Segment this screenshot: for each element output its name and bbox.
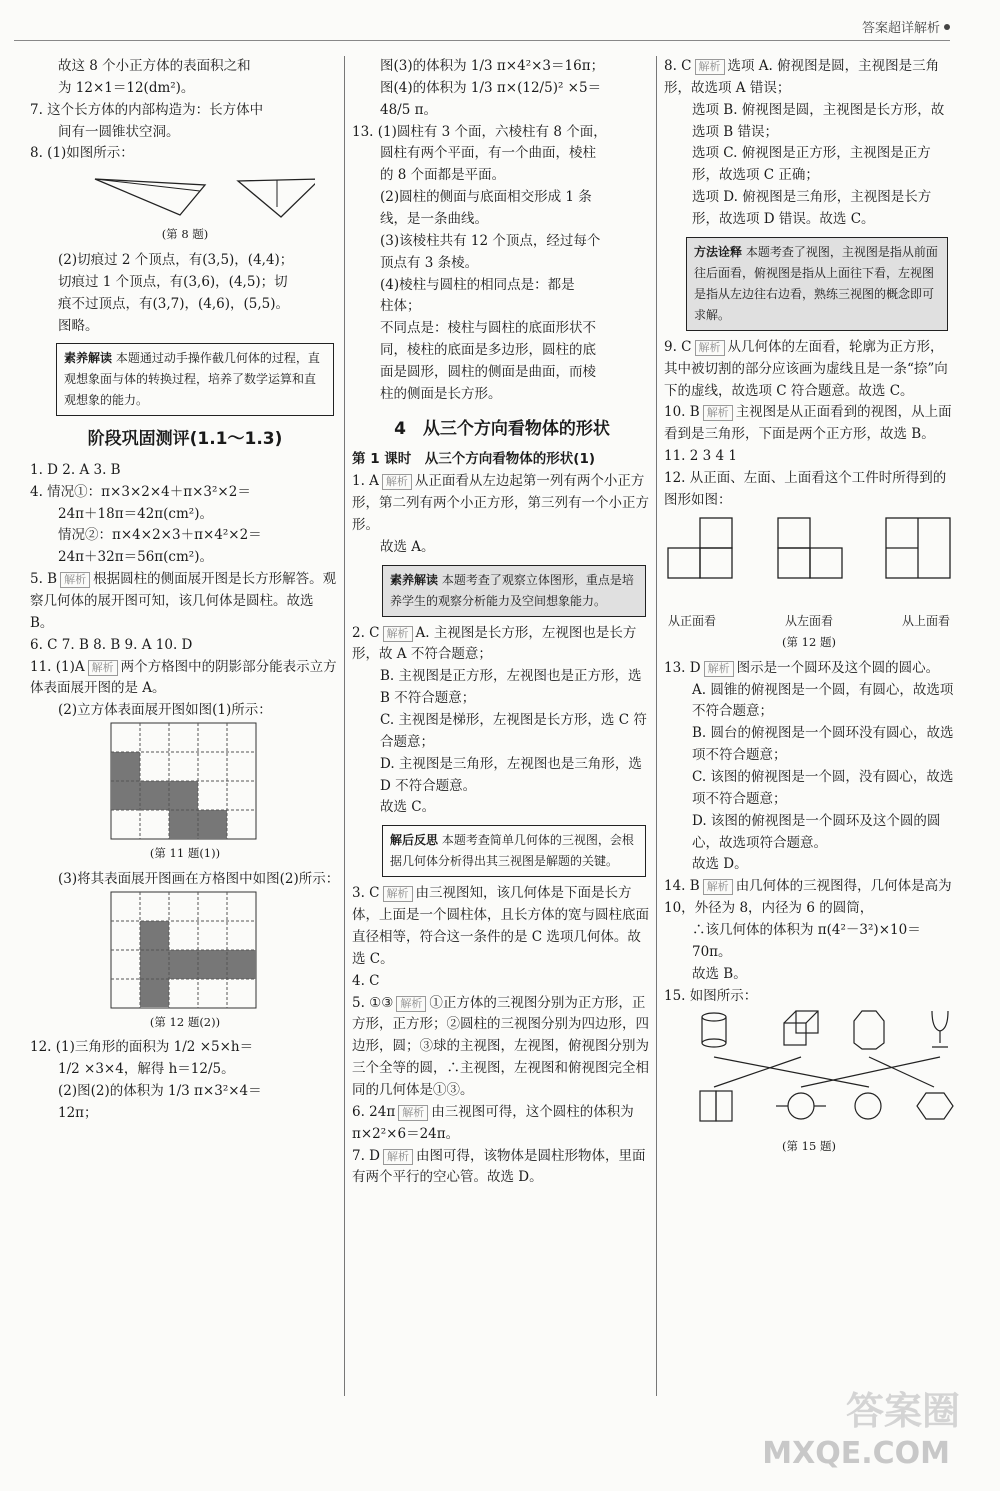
analysis-text: 由几何体的三视图得，几何体是高为 10，外径为 8，内径为 6 的圆筒， [664, 878, 952, 917]
answer-paragraph [664, 658, 954, 680]
note-box [686, 237, 948, 331]
answer-line: 11. 2 3 4 1 [664, 448, 737, 465]
cube-net-grid-1 [110, 722, 260, 842]
text-line: 不同点是：棱柱与圆柱的底面形状不 [380, 320, 596, 337]
figure-caption: (第 11 题(1)) [149, 846, 221, 861]
text-line: 柱的侧面是长方形。 [380, 385, 502, 402]
note-box-title: 解后反思 [390, 833, 439, 848]
section-title: 阶段巩固测评(1.1～1.3) [87, 429, 283, 450]
text-line: 情况②：π×4×2×3＋π×4²×2＝ [58, 527, 262, 544]
text-line: 间有一圆锥状空洞。 [58, 123, 180, 140]
text-line: 线，是一条曲线。 [380, 211, 488, 228]
text-line: 故选 C。 [380, 799, 436, 816]
analysis-text: 从正面看从左边起第一列有两个小正方形，第二列有两个小正方形，第三列有一个小正方形。 [352, 473, 649, 533]
text-line: 同，棱柱的底面是多边形，圆柱的底 [380, 342, 596, 359]
analysis-tag: 解析 [704, 661, 734, 677]
answer-key: 1. A [352, 473, 379, 490]
text-line: 柱体； [380, 298, 421, 315]
text-line: 故选 D。 [692, 856, 748, 873]
text-line: 痕不过顶点，有(3,7)，(4,6)，(5,5)。 [58, 295, 290, 312]
analysis-text: 从几何体的左面看，轮廓为正方形，其中被切割的部分应该画为虚线且是一条“捺”向下的虚线，故选项 C 符合题意。故选 C。 [664, 338, 948, 399]
text-line: 故这 8 个小正方体的表面积之和 [58, 58, 251, 74]
figure-caption: (第 12 题) [782, 635, 836, 650]
three-views-figure [664, 512, 954, 604]
view-label-left: 从左面看 [784, 613, 833, 628]
column-divider [656, 56, 657, 1396]
answer-paragraph [352, 883, 652, 970]
text-line: 1/2 ×3×4，解得 h＝12/5。 [58, 1061, 235, 1078]
text-line: (2)立方体表面展开图如图(1)所示： [58, 702, 272, 719]
view-label-top: 从上面看 [901, 613, 950, 628]
text-line: 顶点有 3 条棱。 [380, 254, 479, 271]
note-box-title: 素养解读 [64, 351, 113, 366]
note-box-title: 方法诠释 [694, 244, 743, 259]
text-line: 4. 情况①：π×3×2×4＋π×3²×2＝ [30, 483, 251, 500]
section-title: 4 从三个方向看物体的形状 [394, 418, 610, 439]
text-line: 48/5 π。 [380, 101, 437, 118]
watermark-site: MXQE.COM [762, 1436, 950, 1472]
analysis-text: 主视图是从正面看到的视图，从上面看到是三角形，下面是两个正方形，故选 B。 [664, 404, 952, 443]
text-line: (3)将其表面展开图画在方格图中如图(2)所示： [58, 870, 340, 887]
text-line: B. 圆台的俯视图是一个圆环没有圆心，故选项不符合题意； [692, 725, 954, 764]
text-line: 的 8 个面都是平面。 [380, 167, 506, 184]
analysis-text: 由三视图知，该几何体是下面是长方体，上面是一个圆柱体，且长方体的宽与圆柱底面直径相等，符合这一条件的是 C 选项几何体。故选 C。 [352, 885, 649, 967]
analysis-text: 根据圆柱的侧面展开图是长方形解答。观察几何体的展开图可知，该几何体是圆柱。故选 B。 [30, 571, 337, 631]
note-box [56, 343, 334, 416]
text-line: 图(4)的体积为 1/3 π×(12/5)² ×5＝ [380, 79, 602, 96]
answer-key: 13. D [664, 659, 701, 676]
text-line: 8. (1)如图所示： [30, 145, 134, 162]
text-line: A. 圆锥的俯视图是一个圆，有圆心，故选项不符合题意； [692, 681, 954, 720]
answer-paragraph [352, 1102, 652, 1146]
text-line: 选项 D. 俯视图是三角形，主视图是长方形，故选项 D 错误。故选 C。 [692, 189, 932, 228]
text-line: 12. 从正面、左面、上面看这个工件时所得到的图形如图： [664, 470, 947, 508]
analysis-tag: 解析 [695, 59, 725, 75]
answer-paragraph [664, 337, 954, 403]
analysis-tag: 解析 [703, 879, 733, 895]
text-line: 24π＋18π＝42π(cm²)。 [58, 505, 213, 522]
analysis-tag: 解析 [88, 660, 118, 676]
text-line: 为 12×1＝12(dm²)。 [58, 79, 195, 96]
cube-net-grid-2 [110, 891, 260, 1011]
analysis-tag: 解析 [383, 626, 413, 642]
analysis-tag: 解析 [703, 405, 733, 421]
answer-paragraph [352, 623, 652, 667]
text-line: 故选 A。 [380, 538, 435, 555]
analysis-text: 由图可得，该物体是圆柱形物体，里面有两个平行的空心管。故选 D。 [352, 1147, 646, 1186]
text-line: D. 该图的俯视图是一个圆环及这个圆的圆心，故选项符合题意。 [692, 812, 941, 851]
answer-key: 10. B [664, 404, 700, 421]
answer-key: 3. C [352, 885, 380, 902]
note-box [382, 825, 646, 877]
answer-key: 14. B [664, 878, 700, 895]
header-dot-icon [944, 24, 950, 30]
text-line: 24π＋32π＝56π(cm²)。 [58, 549, 213, 566]
text-line: (3)该棱柱共有 12 个顶点，经过每个 [380, 232, 601, 249]
column-1 [30, 56, 340, 1456]
header-rule [14, 40, 950, 41]
note-box-title: 素养解读 [390, 572, 439, 587]
view-label-front: 从正面看 [668, 613, 717, 628]
text-line: 图(3)的体积为 1/3 π×4²×3＝16π； [380, 58, 605, 74]
text-line: (2)图(2)的体积为 1/3 π×3²×4＝ [58, 1083, 262, 1100]
answer-paragraph [30, 657, 340, 701]
answer-line: 1. D 2. A 3. B [30, 461, 121, 478]
answer-line: 4. C [352, 972, 380, 989]
text-line: 圆柱有两个平面，有一个曲面，棱柱 [380, 145, 596, 162]
text-line: C. 主视图是梯形，左视图是长方形，选 C 符合题意； [380, 712, 647, 750]
text-line: 故选 B。 [692, 965, 747, 982]
text-line: D. 主视图是三角形，左视图也是三角形，选 D 不符合题意。 [380, 755, 642, 794]
text-line: ∴该几何体的体积为 π(4²－3²)×10＝70π。 [692, 921, 921, 960]
note-box-text: 本题通过动手操作截几何体的过程，直观想象面与体的转换过程，培养了数学运算和直观想象的能力。 [64, 351, 320, 408]
figure-caption: (第 8 题) [161, 227, 209, 242]
lesson-title: 第 1 课时 从三个方向看物体的形状(1) [352, 451, 596, 468]
watermark-logo: 答案圈 [845, 1389, 960, 1434]
text-line: 面是圆形，圆柱的侧面是曲面，而棱 [380, 364, 596, 381]
analysis-text: 两个方格图中的阴影部分能表示立方体表面展开图的是 A。 [30, 658, 337, 697]
text-line: (2)圆柱的侧面与底面相交形成 1 条 [380, 189, 592, 206]
text-line: 12π； [58, 1104, 98, 1121]
answer-key: 5. ①③ [352, 994, 394, 1011]
triangle-cut-figure [55, 165, 315, 223]
answer-key: 9. C [664, 338, 692, 355]
analysis-text: ①正方体的三视图分别为正方形，正方形，正方形；②圆柱的三视图分别为四边形，四边形，圆；③球的主视图，左视图，俯视图分别为三个全等的圆，∴主视图，左视图和俯视图完全相同的几何体是①③。 [352, 994, 649, 1099]
column-2 [352, 56, 652, 1456]
text-line: 15. 如图所示： [664, 987, 758, 1004]
text-line: (4)棱柱与圆柱的相同点是：都是 [380, 276, 575, 293]
text-line: 切痕过 1 个顶点，有(3,6)，(4,5)；切 [58, 273, 288, 290]
note-box-text: 本题考查了观察立体图形，重点是培养学生的观察分析能力及空间想象能力。 [390, 572, 634, 608]
analysis-tag: 解析 [60, 572, 90, 588]
page-header: 答案超详解析 [861, 21, 940, 36]
column-divider [344, 56, 345, 1396]
answer-key: 2. C [352, 624, 380, 641]
analysis-tag: 解析 [383, 1149, 413, 1165]
text-line: 图略。 [58, 317, 99, 334]
answer-key: 5. B [30, 571, 58, 588]
column-3 [664, 56, 954, 1456]
analysis-tag: 解析 [383, 886, 413, 902]
answer-paragraph [352, 1146, 652, 1190]
answer-paragraph [664, 876, 954, 920]
text-line: (2)切痕过 2 个顶点，有(3,5)，(4,4)； [58, 251, 294, 268]
text-line: 选项 C. 俯视图是正方形，主视图是正方形，故选项 C 正确； [692, 145, 931, 184]
answer-paragraph [30, 569, 340, 635]
figure-caption: (第 12 题(2)) [149, 1014, 221, 1029]
analysis-tag: 解析 [396, 996, 426, 1012]
note-box-text: 本题考查简单几何体的三视图，会根据几何体分析得出其三视图是解题的关键。 [390, 833, 634, 869]
answer-key: 7. D [352, 1147, 380, 1164]
text-line: B. 主视图是正方形，左视图也是正方形，选 B 不符合题意； [380, 668, 642, 707]
answer-line: 6. C 7. B 8. B 9. A 10. D [30, 636, 193, 653]
analysis-tag: 解析 [382, 474, 412, 490]
answer-paragraph [352, 993, 652, 1102]
analysis-tag: 解析 [398, 1105, 428, 1121]
text-line: 7. 这个长方体的内部构造为：长方体中 [30, 101, 264, 118]
text-line: C. 该图的俯视图是一个圆，没有圆心，故选项不符合题意； [692, 768, 954, 807]
analysis-tag: 解析 [695, 340, 725, 356]
analysis-text: A. 主视图是长方形，左视图也是长方形，故 A 不符合题意； [352, 624, 637, 663]
note-box-text: 本题考查了视图，主视图是指从前面往后面看，俯视图是指从上面往下看，左视图是指从左边往右边看，熟练三视图的概念即可求解。 [694, 244, 938, 322]
text-line: 13. (1)圆柱有 3 个面，六棱柱有 8 个面， [352, 123, 607, 140]
matching-figure [664, 1007, 954, 1127]
answer-key: 11. (1)A [30, 658, 85, 675]
answer-paragraph [664, 402, 954, 446]
answer-key: 8. C [664, 58, 692, 74]
analysis-text: 选项 A. 俯视图是圆，主视图是三角形，故选项 A 错误； [664, 58, 940, 96]
analysis-text: 由三视图可得，这个圆柱的体积为 π×2²×6＝24π。 [352, 1103, 634, 1142]
analysis-text: 图示是一个圆环及这个圆的圆心。 [736, 659, 940, 676]
text-line: 12. (1)三角形的面积为 1/2 ×5×h＝ [30, 1039, 254, 1056]
view-labels [664, 612, 954, 631]
note-box [382, 565, 646, 617]
figure-caption: (第 15 题) [782, 1139, 836, 1154]
text-line: 选项 B. 俯视图是圆，主视图是长方形，故选项 B 错误； [692, 101, 945, 140]
answer-key: 6. 24π [352, 1103, 396, 1120]
answer-paragraph [352, 471, 652, 537]
answer-paragraph [664, 56, 954, 100]
